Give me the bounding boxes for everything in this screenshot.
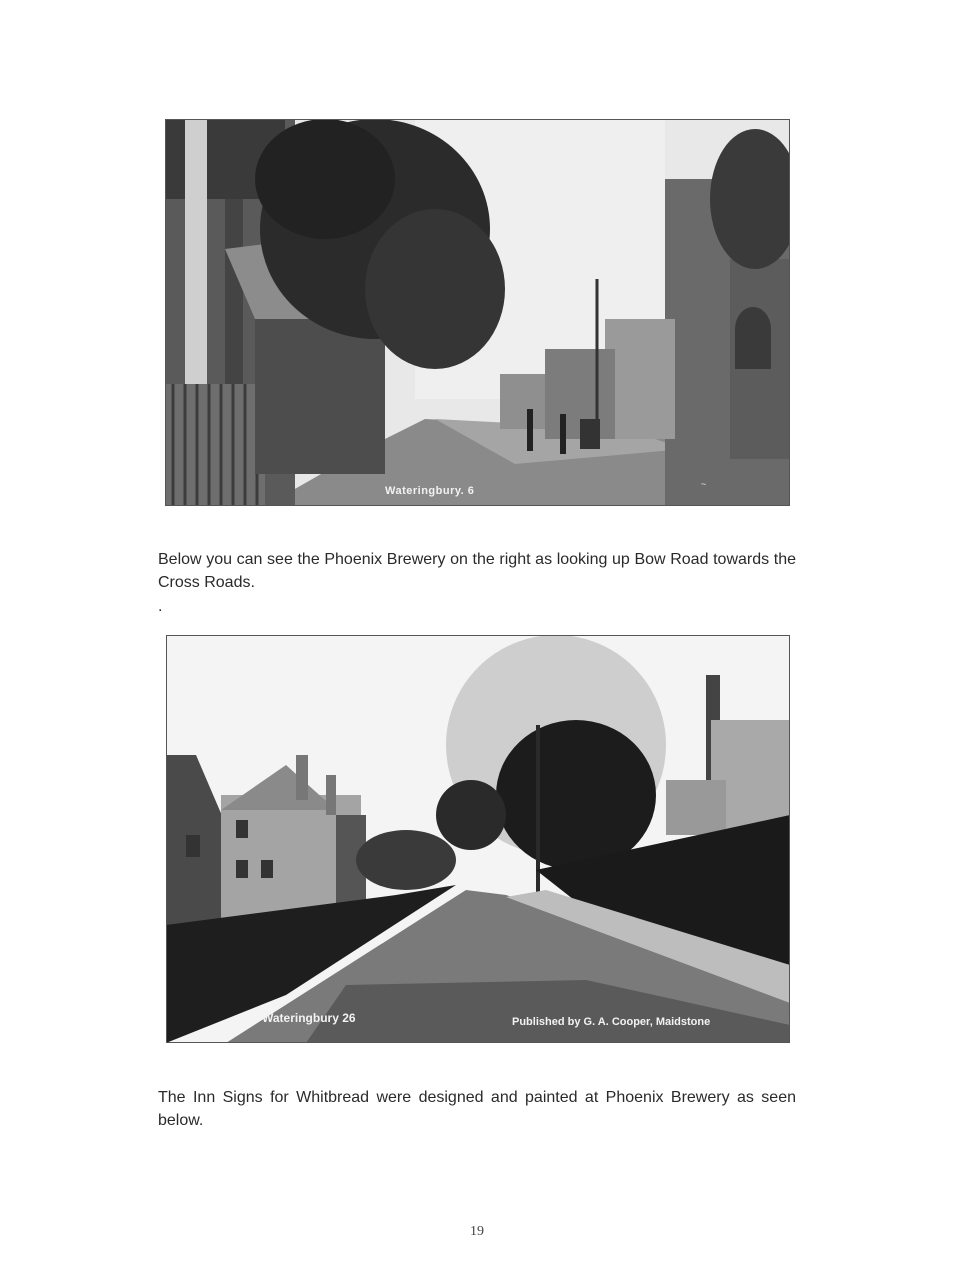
photo-street-scene-corner-mark: ~ [701, 479, 707, 489]
paragraph-phoenix-brewery: Below you can see the Phoenix Brewery on the right as looking up Bow Road towards the Cross Roads. [158, 551, 796, 591]
page-number: 19 [470, 1224, 484, 1239]
paragraph-dot: . [158, 598, 163, 615]
photo-street-scene-image [165, 119, 790, 506]
photo-street-scene-caption: Wateringbury. 6 [385, 485, 475, 497]
photo-bow-road-image [166, 635, 790, 1043]
photo-bow-road [166, 635, 790, 1043]
photo-street-scene [165, 119, 790, 506]
photo-bow-road-caption-right: Published by G. A. Cooper, Maidstone [512, 1016, 711, 1028]
photo-bow-road-caption-left: Wateringbury 26 [262, 1011, 356, 1025]
paragraph-inn-signs: The Inn Signs for Whitbread were designed and painted at Phoenix Brewery as seen below. [158, 1089, 796, 1129]
